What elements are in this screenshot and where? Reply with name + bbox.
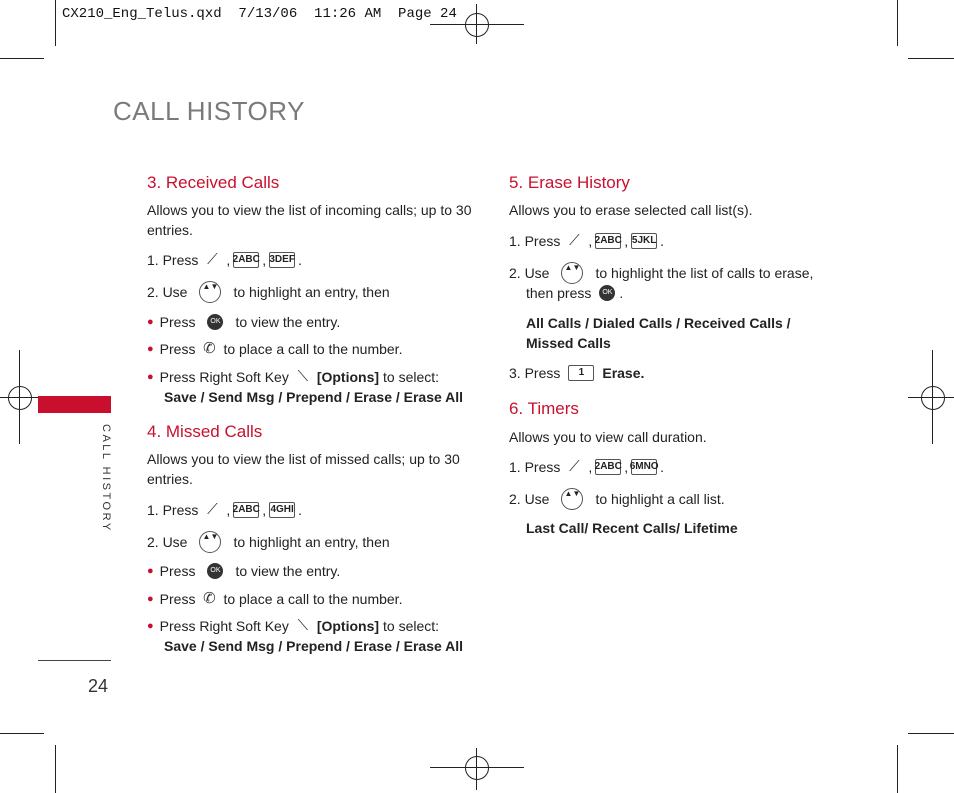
missed-step-1: 1. Press ⟋ , 2ABC , 4GHI . [147,501,303,518]
received-step-2: 2. Use ▲▼ to highlight an entry, then [147,281,390,303]
erase-history-description: Allows you to erase selected call list(s). [509,202,753,218]
key-2-icon: 2ABC [595,233,621,249]
timers-step-1: 1. Press ⟋ , 2ABC , 6MNO . [509,458,665,475]
erase-step-1: 1. Press ⟋ , 2ABC , 5JKL . [509,232,665,249]
key-2-icon: 2ABC [595,459,621,475]
right-column [509,0,839,793]
received-bullet-1: ● Press OK to view the entry. [147,314,341,330]
crop-mark [908,58,954,59]
menu-key-icon: ⟋ [207,501,218,518]
bullet-icon: ● [147,316,154,328]
key-3-icon: 3DEF [269,252,295,268]
received-calls-heading: 3. Received Calls [147,173,280,192]
crop-mark [908,733,954,734]
bullet-icon: ● [147,593,154,605]
missed-bullet-3: ● Press Right Soft Key ⟍ [Options] to select: [147,617,440,634]
left-column [147,0,477,793]
key-6-icon: 6MNO [631,459,657,475]
received-calls-description: Allows you to view the list of incoming calls; up to 30 entries. [147,202,472,238]
bullet-icon: ● [147,565,154,577]
received-bullet-2: ● Press ✆ to place a call to the number. [147,340,403,357]
crop-mark [55,0,56,46]
erase-step-2: 2. Use ▲▼ to highlight the list of calls to erase, [509,262,813,284]
missed-bullet-1: ● Press OK to view the entry. [147,563,341,579]
bullet-icon: ● [147,371,154,383]
erase-options-line-2: Missed Calls [526,335,611,351]
missed-bullet-2: ● Press ✆ to place a call to the number. [147,590,403,607]
missed-options-list: Save / Send Msg / Prepend / Erase / Erase All [164,638,464,654]
right-soft-key-icon: ⟍ [297,617,309,634]
slug-line: CX210_Eng_Telus.qxd 7/13/06 11:26 AM Page 24 [62,6,457,22]
menu-key-icon: ⟋ [569,458,580,475]
erase-step-3: 3. Press 1 Erase. [509,365,645,381]
registration-mark [8,386,32,410]
send-key-icon: ✆ [203,340,216,357]
missed-step-2: 2. Use ▲▼ to highlight an entry, then [147,531,390,553]
right-soft-key-icon: ⟍ [297,368,309,385]
missed-calls-heading: 4. Missed Calls [147,422,263,441]
navigation-key-icon: ▲▼ [561,488,583,510]
key-2-icon: 2ABC [233,252,259,268]
received-step-1: 1. Press ⟋ , 2ABC , 3DEF . [147,251,303,268]
key-4-icon: 4GHI [269,502,295,518]
crop-mark [0,58,44,59]
crop-mark [55,745,56,793]
crop-mark [897,0,898,46]
ok-key-icon: OK [599,285,615,301]
erase-options-line-1: All Calls / Dialed Calls / Received Calls / [526,315,791,331]
timers-options-list: Last Call/ Recent Calls/ Lifetime [526,520,738,536]
navigation-key-icon: ▲▼ [199,281,221,303]
registration-mark [921,386,945,410]
missed-calls-description: Allows you to view the list of missed calls; up to 30 entries. [147,451,460,487]
received-bullet-3: ● Press Right Soft Key ⟍ [Options] to select: [147,368,440,385]
erase-history-heading: 5. Erase History [509,173,630,192]
ok-key-icon: OK [207,314,223,330]
bullet-icon: ● [147,620,154,632]
timers-heading: 6. Timers [509,399,579,418]
send-key-icon: ✆ [203,590,216,607]
menu-key-icon: ⟋ [207,251,218,268]
side-tab-bar [38,396,111,413]
timers-description: Allows you to view call duration. [509,429,707,445]
key-1-icon: 1 [568,365,594,381]
ok-key-icon: OK [207,563,223,579]
crop-mark [0,733,44,734]
page-title: CALL HISTORY [113,96,305,126]
timers-step-2: 2. Use ▲▼ to highlight a call list. [509,488,725,510]
key-2-icon: 2ABC [233,502,259,518]
bullet-icon: ● [147,343,154,355]
side-section-label: CALL HISTORY [100,424,112,533]
page-number: 24 [88,676,109,696]
received-options-list: Save / Send Msg / Prepend / Erase / Erase All [164,389,464,405]
erase-step-2-continued: then press OK . [526,285,624,301]
crop-mark [897,745,898,793]
menu-key-icon: ⟋ [569,232,580,249]
footer-rule [38,660,111,661]
key-5-icon: 5JKL [631,233,657,249]
navigation-key-icon: ▲▼ [199,531,221,553]
navigation-key-icon: ▲▼ [561,262,583,284]
